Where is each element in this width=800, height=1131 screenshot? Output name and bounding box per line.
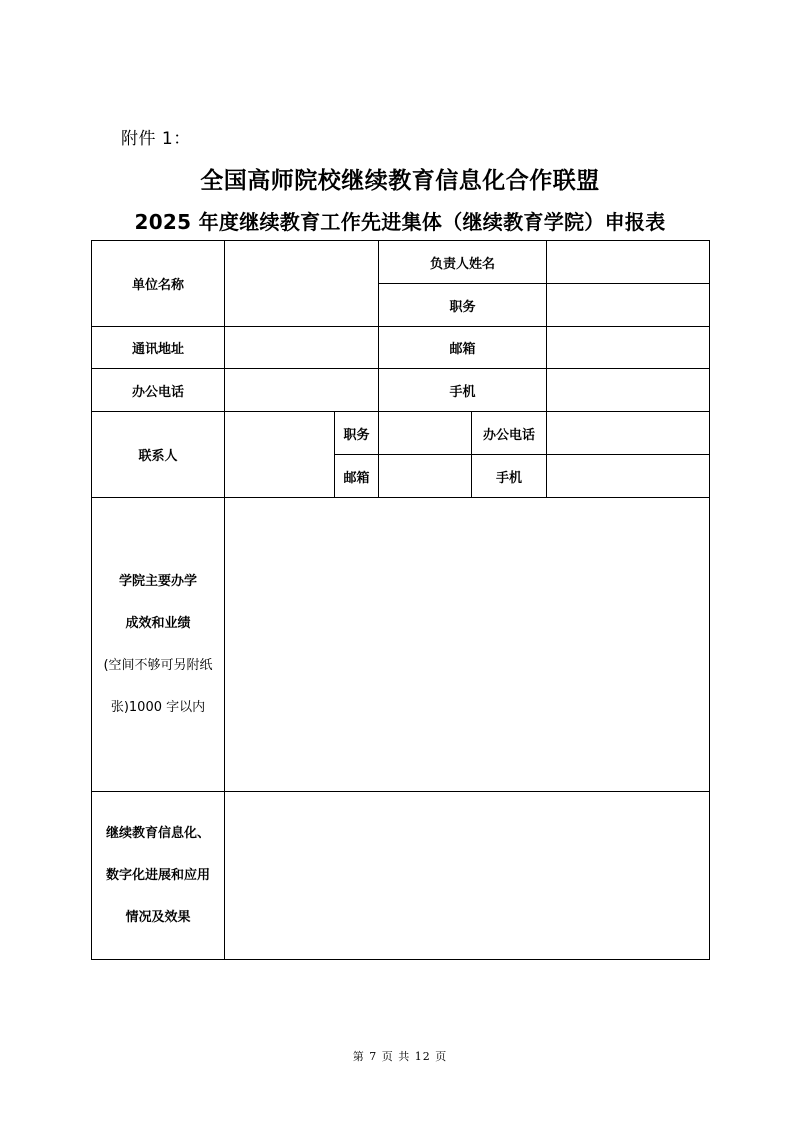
- contact-position-field[interactable]: [379, 412, 472, 455]
- unit-name-label: 单位名称: [92, 241, 225, 327]
- contact-mobile-field[interactable]: [547, 455, 710, 498]
- achievements-field[interactable]: [225, 498, 710, 792]
- document-subtitle: 2025 年度继续教育工作先进集体（继续教育学院）申报表: [134, 210, 666, 234]
- mobile-label: 手机: [379, 369, 547, 412]
- achievements-note-line2: 张)1000 字以内: [110, 699, 206, 715]
- page-number: 第 7 页 共 12 页: [352, 1050, 448, 1063]
- office-phone-label: 办公电话: [92, 369, 225, 412]
- document-title: 全国高师院校继续教育信息化合作联盟: [200, 168, 600, 194]
- achievements-label: [92, 498, 225, 792]
- contact-mobile-label: 手机: [472, 455, 547, 498]
- mobile-field[interactable]: [547, 369, 710, 412]
- email-field[interactable]: [547, 327, 710, 369]
- digitalization-field[interactable]: [225, 792, 710, 960]
- leader-name-field[interactable]: [547, 241, 710, 284]
- achievements-note-line1: (空间不够可另附纸: [103, 657, 213, 673]
- contact-position-label: 职务: [335, 412, 379, 455]
- leader-position-field[interactable]: [547, 284, 710, 327]
- digitalization-label-line3: 情况及效果: [125, 909, 191, 925]
- address-field[interactable]: [225, 327, 379, 369]
- digitalization-label: [92, 792, 225, 960]
- unit-name-field[interactable]: [225, 241, 379, 327]
- leader-name-label: 负责人姓名: [379, 241, 547, 284]
- achievements-label-line2: 成效和业绩: [125, 615, 191, 631]
- application-form-table: [91, 240, 710, 960]
- leader-position-label: 职务: [379, 284, 547, 327]
- contact-office-phone-label: 办公电话: [472, 412, 547, 455]
- office-phone-field[interactable]: [225, 369, 379, 412]
- contact-person-field[interactable]: [225, 412, 335, 498]
- contact-person-label: 联系人: [92, 412, 225, 498]
- address-label: 通讯地址: [92, 327, 225, 369]
- digitalization-label-line2: 数字化进展和应用: [105, 867, 210, 883]
- achievements-label-line1: 学院主要办学: [118, 573, 197, 589]
- contact-email-label: 邮箱: [335, 455, 379, 498]
- contact-email-field[interactable]: [379, 455, 472, 498]
- email-label: 邮箱: [379, 327, 547, 369]
- digitalization-label-line1: 继续教育信息化、: [105, 825, 210, 841]
- contact-office-phone-field[interactable]: [547, 412, 710, 455]
- attachment-label: 附件 1：: [121, 129, 191, 149]
